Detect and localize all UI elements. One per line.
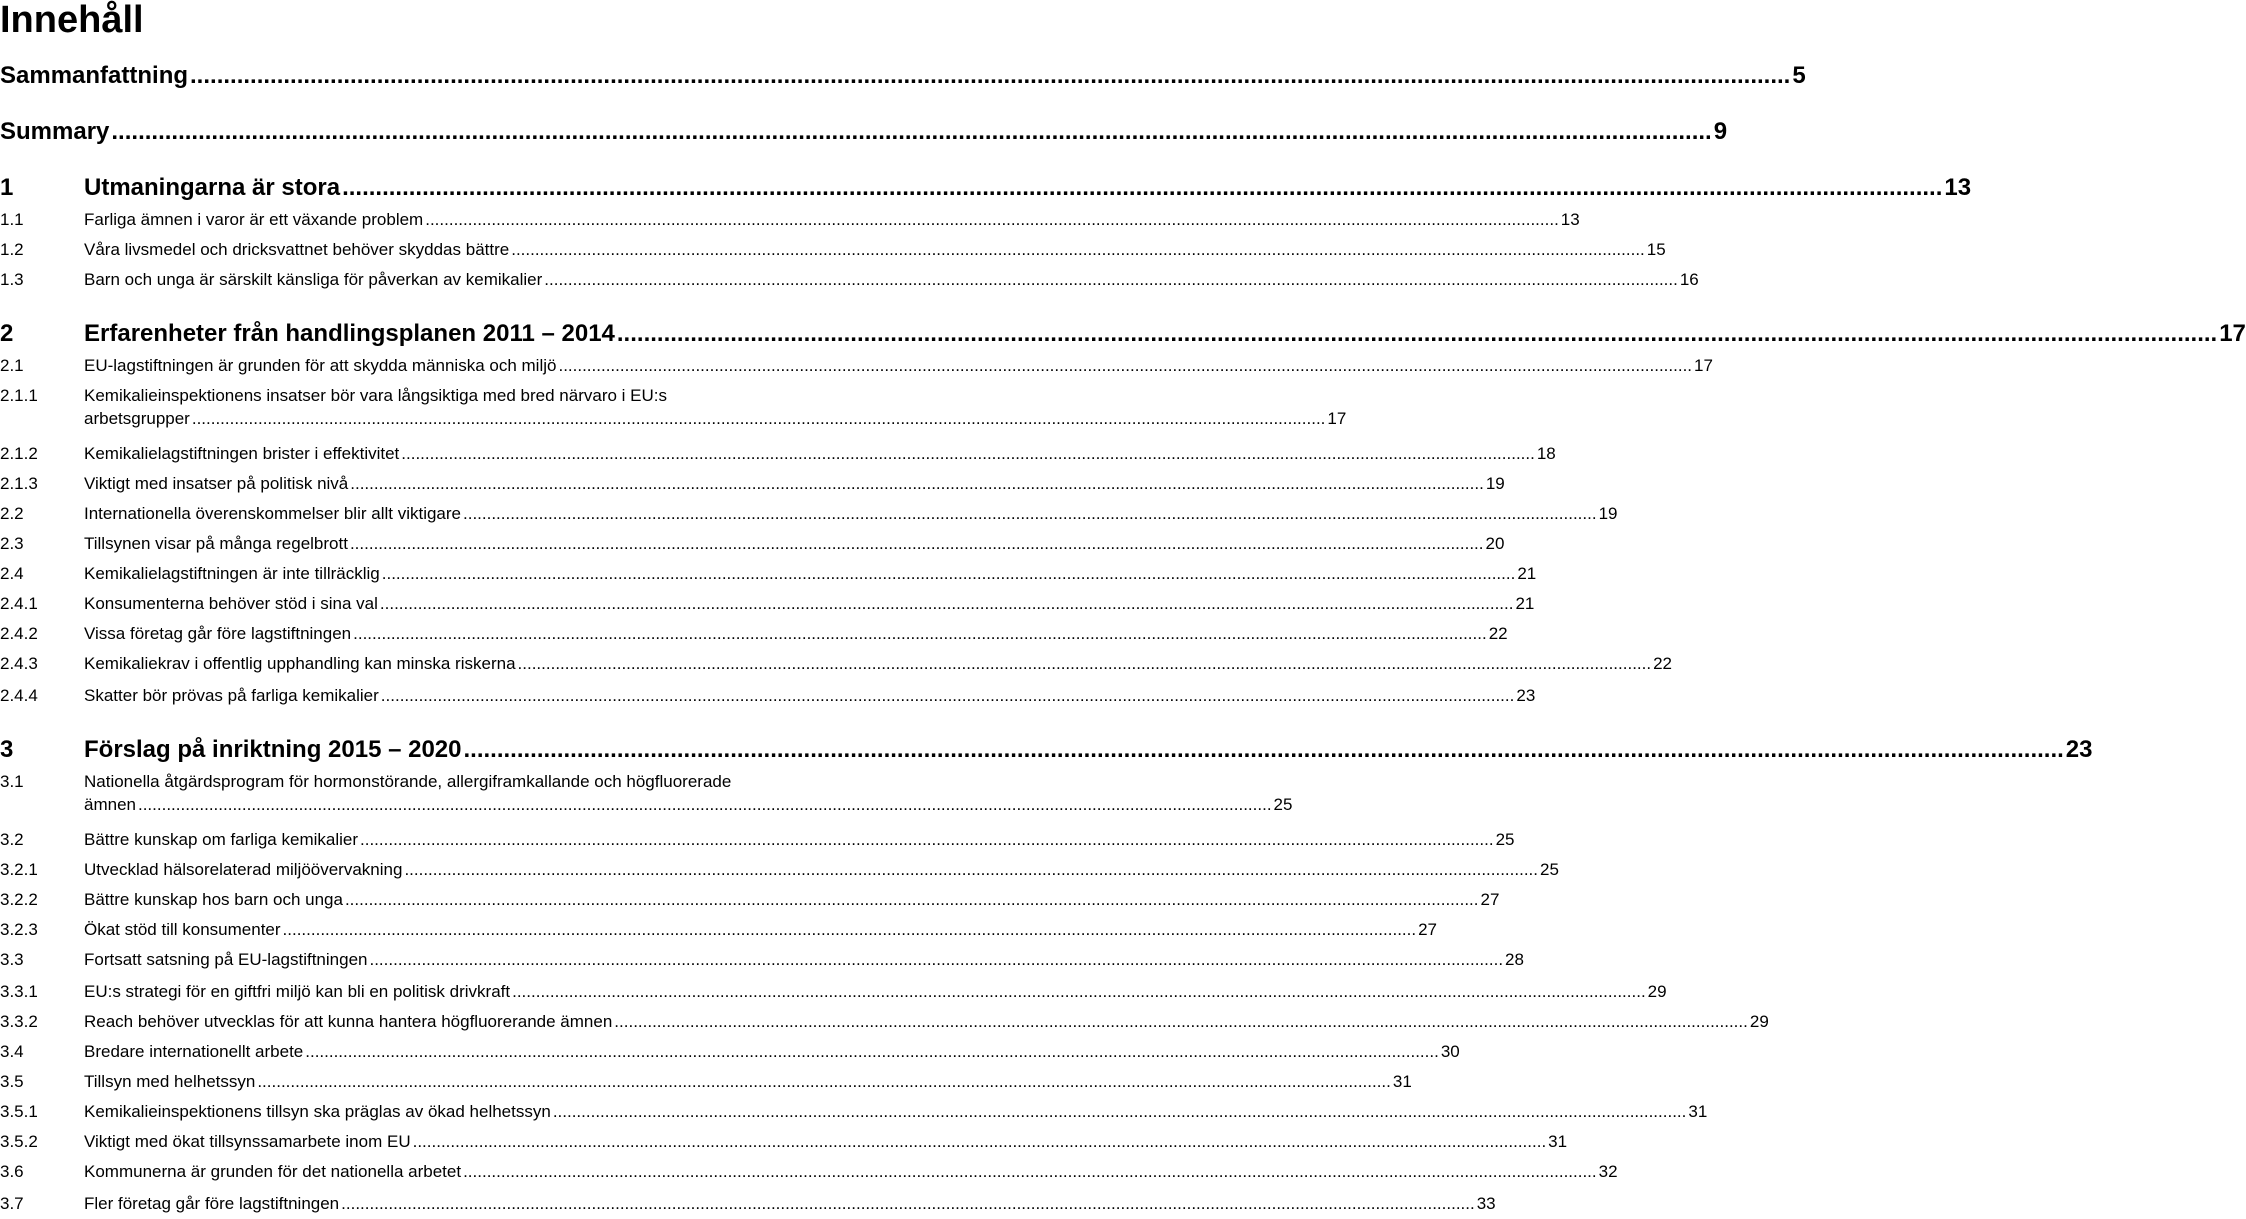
toc-entry[interactable] bbox=[0, 1012, 1769, 1032]
toc-entry-page: 25 bbox=[1273, 795, 1293, 814]
toc-dot-leader: ................................................................................................................................................................................................................................................ bbox=[342, 174, 1943, 201]
toc-entry-number: 3.3.2 bbox=[0, 1012, 38, 1031]
toc-dot-leader: ................................................................................................................................................................................................................................................ bbox=[380, 686, 1515, 705]
toc-dot-leader: ................................................................................................................................................................................................................................................ bbox=[512, 982, 1646, 1001]
toc-entry-number: 3.7 bbox=[0, 1194, 24, 1213]
toc-entry-title: Kemikalielagstiftningen är inte tillräcklig bbox=[84, 564, 380, 583]
toc-entry-title: Utvecklad hälsorelaterad miljöövervakning bbox=[84, 860, 403, 879]
toc-entry-title: Tillsynen visar på många regelbrott bbox=[84, 534, 348, 553]
toc-entry[interactable] bbox=[0, 860, 1559, 880]
toc-entry-page: 18 bbox=[1536, 444, 1556, 463]
toc-dot-leader: ................................................................................................................................................................................................................................................ bbox=[379, 594, 1514, 613]
toc-dot-leader: ................................................................................................................................................................................................................................................ bbox=[425, 210, 1559, 229]
toc-dot-leader: ................................................................................................................................................................................................................................................ bbox=[111, 118, 1712, 145]
toc-entry-page: 31 bbox=[1392, 1072, 1412, 1091]
toc-entry-page: 22 bbox=[1488, 624, 1508, 643]
toc-entry-page: 9 bbox=[1713, 118, 1728, 145]
toc-entry[interactable] bbox=[0, 772, 1293, 815]
toc-entry-page: 17 bbox=[2219, 320, 2246, 347]
toc-entry[interactable] bbox=[0, 1042, 1460, 1062]
toc-entry-number: 1 bbox=[0, 174, 14, 201]
toc-entry[interactable] bbox=[0, 890, 1500, 910]
toc-entry[interactable] bbox=[0, 386, 1347, 429]
toc-entry-number: 2.4.4 bbox=[0, 686, 38, 705]
toc-entry-number: 2 bbox=[0, 320, 14, 347]
toc-entry-title: Nationella åtgärdsprogram för hormonstörande, allergiframkallande och högfluorerade bbox=[84, 772, 732, 791]
toc-entry-number: 2.1.3 bbox=[0, 474, 38, 493]
toc-entry-number: 1.1 bbox=[0, 210, 24, 229]
toc-entry-number: 3.5 bbox=[0, 1072, 24, 1091]
toc-entry-title: EU-lagstiftningen är grunden för att skydda människa och miljö bbox=[84, 356, 557, 375]
toc-entry[interactable] bbox=[0, 1072, 1412, 1092]
toc-entry-number: 1.2 bbox=[0, 240, 24, 259]
toc-entry-number: 3.4 bbox=[0, 1042, 24, 1061]
toc-dot-leader: ................................................................................................................................................................................................................................................ bbox=[552, 1102, 1687, 1121]
toc-entry-title: Kemikalieinspektionens tillsyn ska präglas av ökad helhetssyn bbox=[84, 1102, 551, 1121]
toc-entry-page: 15 bbox=[1646, 240, 1666, 259]
toc-entry-title: Viktigt med insatser på politisk nivå bbox=[84, 474, 349, 493]
toc-entry-number: 3 bbox=[0, 736, 14, 763]
toc-entry-page: 19 bbox=[1485, 474, 1505, 493]
toc-entry-page: 32 bbox=[1598, 1162, 1618, 1181]
toc-entry-number: 2.1.1 bbox=[0, 386, 38, 405]
toc-dot-leader: ................................................................................................................................................................................................................................................ bbox=[349, 534, 1484, 553]
toc-entry-number: 2.1 bbox=[0, 356, 24, 375]
toc-entry-page: 27 bbox=[1480, 890, 1500, 909]
toc-entry-page: 20 bbox=[1485, 534, 1505, 553]
toc-entry-number: 3.1 bbox=[0, 772, 24, 791]
toc-dot-leader: ................................................................................................................................................................................................................................................ bbox=[404, 860, 1538, 879]
toc-dot-leader: ................................................................................................................................................................................................................................................ bbox=[517, 654, 1652, 673]
toc-entry-number: 2.3 bbox=[0, 534, 24, 553]
toc-dot-leader: ................................................................................................................................................................................................................................................ bbox=[369, 950, 1504, 969]
toc-dot-leader: ................................................................................................................................................................................................................................................ bbox=[282, 920, 1417, 939]
toc-entry[interactable] bbox=[0, 1102, 1708, 1122]
toc-entry-number: 3.5.2 bbox=[0, 1132, 38, 1151]
toc-entry-page: 13 bbox=[1944, 174, 1972, 201]
toc-entry-title: Skatter bör prövas på farliga kemikalier bbox=[84, 686, 379, 705]
toc-entry-page: 30 bbox=[1440, 1042, 1460, 1061]
toc-entry-page: 29 bbox=[1647, 982, 1667, 1001]
toc-entry-title: Ökat stöd till konsumenter bbox=[84, 920, 281, 939]
toc-entry[interactable] bbox=[0, 1162, 1618, 1182]
toc-entry-number: 1.3 bbox=[0, 270, 24, 289]
toc-dot-leader: ................................................................................................................................................................................................................................................ bbox=[350, 474, 1484, 493]
toc-dot-leader: ................................................................................................................................................................................................................................................ bbox=[360, 830, 1494, 849]
toc-entry-title: Reach behöver utvecklas för att kunna hantera högfluorerande ämnen bbox=[84, 1012, 613, 1031]
toc-entry-title: Erfarenheter från handlingsplanen 2011 – 2014 bbox=[84, 320, 615, 347]
toc-dot-leader: ................................................................................................................................................................................................................................................ bbox=[401, 444, 1535, 463]
toc-entry-title: Barn och unga är särskilt känsliga för påverkan av kemikalier bbox=[84, 270, 543, 289]
toc-entry-number: 2.1.2 bbox=[0, 444, 38, 463]
toc-entry-title: Internationella överenskommelser blir allt viktigare bbox=[84, 504, 461, 523]
toc-entry-number: 3.2.3 bbox=[0, 920, 38, 939]
toc-entry-title: Kemikalieinspektionens insatser bör vara långsiktiga med bred närvaro i EU:s bbox=[84, 386, 668, 405]
toc-dot-leader: ................................................................................................................................................................................................................................................ bbox=[341, 1194, 1475, 1213]
toc-entry-page: 16 bbox=[1679, 270, 1699, 289]
toc-dot-leader: ................................................................................................................................................................................................................................................ bbox=[191, 409, 1326, 428]
toc-entry[interactable] bbox=[0, 686, 1536, 706]
toc-entry-page: 23 bbox=[2065, 736, 2093, 763]
toc-dot-leader: ................................................................................................................................................................................................................................................ bbox=[412, 1132, 1547, 1151]
toc-entry-title: Bättre kunskap om farliga kemikalier bbox=[84, 830, 359, 849]
toc-entry[interactable] bbox=[0, 118, 1728, 146]
toc-entry-page: 17 bbox=[1694, 356, 1713, 375]
toc-entry-title: EU:s strategi för en giftfri miljö kan bli en politisk drivkraft bbox=[84, 982, 511, 1001]
toc-entry-title: Viktigt med ökat tillsynssamarbete inom EU bbox=[84, 1132, 411, 1151]
toc-entry[interactable] bbox=[0, 444, 1556, 464]
toc-entry-title: Farliga ämnen i varor är ett växande problem bbox=[84, 210, 424, 229]
toc-entry[interactable] bbox=[0, 950, 1524, 970]
toc-entry[interactable] bbox=[0, 356, 1713, 376]
toc-entry-page: 31 bbox=[1688, 1102, 1708, 1121]
toc-entry[interactable] bbox=[0, 62, 1806, 90]
toc-entry-number: 3.3.1 bbox=[0, 982, 38, 1001]
toc-entry-page: 17 bbox=[1327, 409, 1347, 428]
toc-entry[interactable] bbox=[0, 320, 2246, 348]
toc-entry-page: 29 bbox=[1749, 1012, 1769, 1031]
toc-entry-number: 3.3 bbox=[0, 950, 24, 969]
toc-dot-leader: ................................................................................................................................................................................................................................................ bbox=[463, 736, 2064, 763]
toc-entry-page: 23 bbox=[1516, 686, 1536, 705]
toc-entry-title: Konsumenterna behöver stöd i sina val bbox=[84, 594, 378, 613]
toc-entry[interactable] bbox=[0, 240, 1666, 260]
toc-entry-title: Bättre kunskap hos barn och unga bbox=[84, 890, 343, 909]
toc-dot-leader: ................................................................................................................................................................................................................................................ bbox=[463, 504, 1597, 523]
toc-entry[interactable] bbox=[0, 564, 1537, 584]
toc-entry-page: 19 bbox=[1598, 504, 1618, 523]
toc-entry-page: 21 bbox=[1515, 594, 1535, 613]
toc-dot-leader: ................................................................................................................................................................................................................................................ bbox=[463, 1162, 1597, 1181]
toc-entry-title: Förslag på inriktning 2015 – 2020 bbox=[84, 736, 462, 763]
toc-entry-page: 31 bbox=[1548, 1132, 1568, 1151]
toc-entry-number: 2.4 bbox=[0, 564, 24, 583]
toc-entry-number: 2.4.1 bbox=[0, 594, 38, 613]
toc-entry-page: 28 bbox=[1505, 950, 1524, 969]
toc-dot-leader: ................................................................................................................................................................................................................................................ bbox=[137, 795, 1272, 814]
toc-entry-number: 3.2.1 bbox=[0, 860, 38, 879]
toc-entry-number: 2.4.3 bbox=[0, 654, 38, 673]
toc-dot-leader: ................................................................................................................................................................................................................................................ bbox=[344, 890, 1479, 909]
toc-entry-page: 27 bbox=[1418, 920, 1438, 939]
toc-dot-leader: ................................................................................................................................................................................................................................................ bbox=[353, 624, 1487, 643]
toc-entry[interactable] bbox=[0, 474, 1505, 494]
toc-entry-title: Bredare internationellt arbete bbox=[84, 1042, 304, 1061]
toc-entry-number: 3.5.1 bbox=[0, 1102, 38, 1121]
toc-dot-leader: ................................................................................................................................................................................................................................................ bbox=[558, 356, 1693, 375]
toc-dot-leader: ................................................................................................................................................................................................................................................ bbox=[381, 564, 1516, 583]
toc-entry-number: 2.4.2 bbox=[0, 624, 38, 643]
toc-entry-title: Tillsyn med helhetssyn bbox=[84, 1072, 256, 1091]
toc-entry[interactable] bbox=[0, 654, 1673, 674]
toc-entry[interactable] bbox=[0, 594, 1535, 614]
toc-entry[interactable] bbox=[0, 736, 2093, 764]
toc-entry-title: Kemikaliekrav i offentlig upphandling kan minska riskerna bbox=[84, 654, 516, 673]
toc-entry-number: 2.2 bbox=[0, 504, 24, 523]
toc-entry-page: 25 bbox=[1540, 860, 1559, 879]
toc-entry[interactable] bbox=[0, 534, 1505, 554]
toc-dot-leader: ................................................................................................................................................................................................................................................ bbox=[511, 240, 1645, 259]
toc-entry-page: 13 bbox=[1560, 210, 1580, 229]
toc-dot-leader: ................................................................................................................................................................................................................................................ bbox=[305, 1042, 1439, 1061]
toc-entry-title: Sammanfattning bbox=[0, 62, 189, 89]
toc-entry-title: Fler företag går före lagstiftningen bbox=[84, 1194, 340, 1213]
toc-entry-title: Vissa företag går före lagstiftningen bbox=[84, 624, 352, 643]
toc-entry-title-continued: ämnen bbox=[84, 795, 136, 814]
toc-entry[interactable] bbox=[0, 270, 1699, 290]
toc-dot-leader: ................................................................................................................................................................................................................................................ bbox=[616, 320, 2218, 347]
toc-entry-title: Summary bbox=[0, 118, 110, 145]
toc-entry-title: Våra livsmedel och dricksvattnet behöver skyddas bättre bbox=[84, 240, 510, 259]
toc-entry-page: 21 bbox=[1517, 564, 1537, 583]
page-title: Innehåll bbox=[0, 0, 144, 41]
toc-entry[interactable] bbox=[0, 982, 1667, 1002]
toc-entry-page: 5 bbox=[1792, 62, 1806, 89]
toc-dot-leader: ................................................................................................................................................................................................................................................ bbox=[257, 1072, 1391, 1091]
toc-entry-page: 33 bbox=[1476, 1194, 1496, 1213]
toc-entry-title: Kemikalielagstiftningen brister i effektivitet bbox=[84, 444, 400, 463]
toc-entry[interactable] bbox=[0, 504, 1618, 524]
toc-entry[interactable] bbox=[0, 1132, 1568, 1152]
toc-entry[interactable] bbox=[0, 1194, 1496, 1214]
toc-entry-page: 25 bbox=[1495, 830, 1515, 849]
toc-entry[interactable] bbox=[0, 210, 1580, 230]
toc-entry[interactable] bbox=[0, 920, 1438, 940]
toc-dot-leader: ................................................................................................................................................................................................................................................ bbox=[614, 1012, 1748, 1031]
toc-dot-leader: ................................................................................................................................................................................................................................................ bbox=[190, 62, 1791, 89]
toc-entry[interactable] bbox=[0, 830, 1515, 850]
toc-entry[interactable] bbox=[0, 174, 1972, 202]
toc-dot-leader: ................................................................................................................................................................................................................................................ bbox=[544, 270, 1678, 289]
toc-entry-number: 3.2.2 bbox=[0, 890, 38, 909]
toc-entry-title: Kommunerna är grunden för det nationella arbetet bbox=[84, 1162, 462, 1181]
toc-entry-title: Fortsatt satsning på EU-lagstiftningen bbox=[84, 950, 368, 969]
toc-entry-title: Utmaningarna är stora bbox=[84, 174, 341, 201]
toc-entry[interactable] bbox=[0, 624, 1508, 644]
toc-entry-number: 3.6 bbox=[0, 1162, 24, 1181]
toc-entry-page: 22 bbox=[1653, 654, 1673, 673]
toc-entry-number: 3.2 bbox=[0, 830, 24, 849]
toc-entry-title-continued: arbetsgrupper bbox=[84, 409, 190, 428]
